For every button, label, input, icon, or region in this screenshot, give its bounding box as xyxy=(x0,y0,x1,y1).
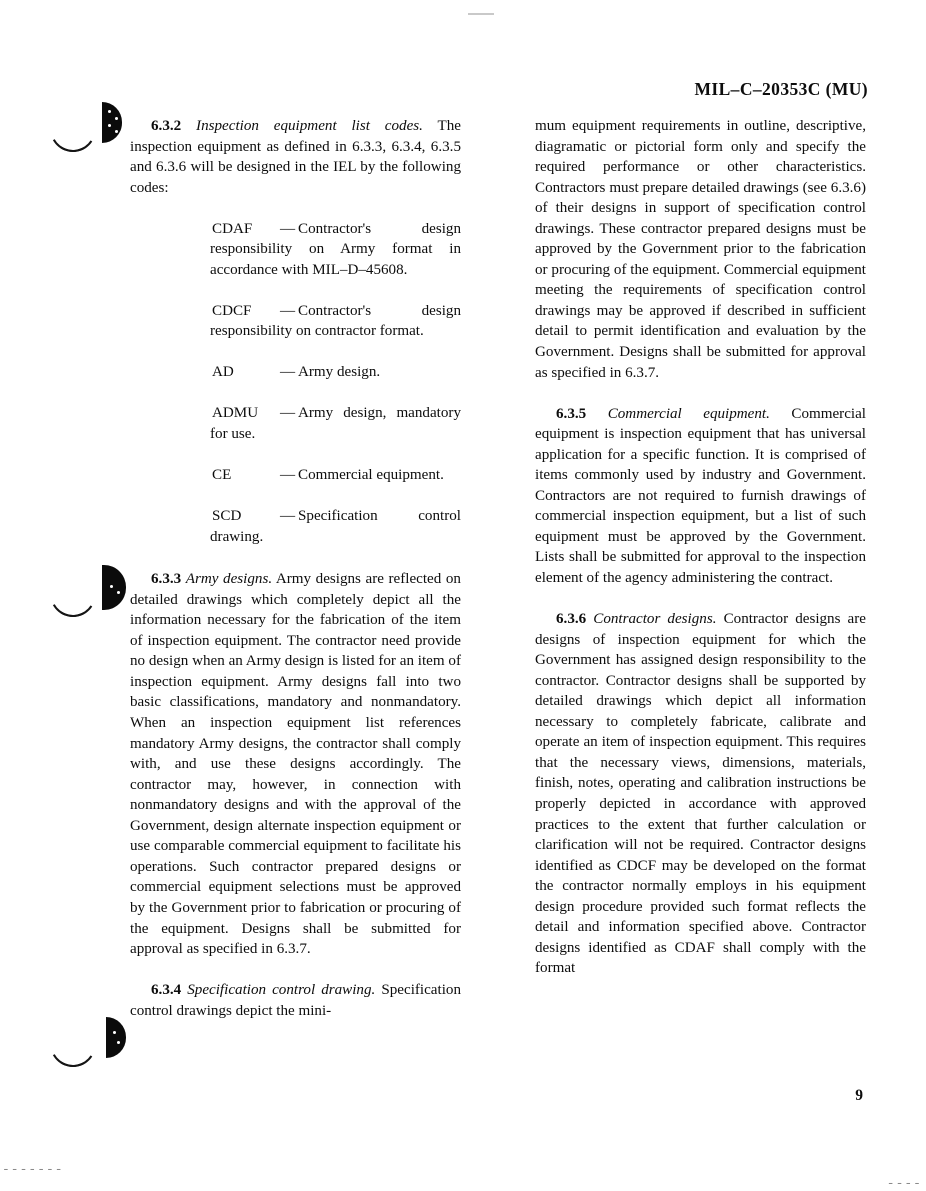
section-body-6-3-4: Specification control drawings depict the mini- xyxy=(130,982,461,1019)
punch-hole-arc-icon xyxy=(46,102,101,157)
paragraph-6-3-3 xyxy=(130,569,461,959)
paragraph-6-3-2 xyxy=(130,116,461,198)
code-dash: — xyxy=(280,405,296,422)
code-list-item-admu xyxy=(130,403,461,444)
section-body-6-3-2: The inspection equipment as defined in 6.3.3, 6.3.4, 6.3.5 and 6.3.6 will be designed in the IEL by the following codes: xyxy=(130,118,461,196)
paragraph-6-3-5 xyxy=(535,404,866,589)
two-column-body xyxy=(130,116,866,1076)
right-column xyxy=(535,116,866,979)
code-dash: — xyxy=(280,364,296,381)
scan-speck-top xyxy=(468,13,494,15)
punch-hole-arc-icon xyxy=(46,567,101,622)
code-definition-ce: Commercial equipment. xyxy=(298,467,444,484)
section-title-6-3-6: Contractor designs. xyxy=(593,611,717,628)
section-body-6-3-5: Commercial equipment is inspection equipment that has universal application for a specific function. It is comprised of items commonly used by industry and Government. Contractors are not required to furnish drawings of commercial inspection equipment, but a list of such equipment must be approved by the Government. Lists shall be submitted for approval to the inspection element of the agency administering the contract. xyxy=(535,405,866,586)
paragraph-6-3-4 xyxy=(130,980,461,1021)
punch-hole-mark-bottom xyxy=(28,1015,132,1077)
code-term-cdaf: CDAF xyxy=(212,220,253,237)
punch-hole-mark-middle xyxy=(28,565,132,627)
code-list-item-cdcf xyxy=(130,301,461,342)
scan-edge-smudge-right: ---- xyxy=(886,1176,922,1191)
code-list-item-ad xyxy=(130,362,461,383)
punch-hole-arc-icon xyxy=(46,1017,101,1072)
section-title-6-3-3: Army designs. xyxy=(185,571,273,588)
code-definition-admu: Army design, mandatory for use. xyxy=(210,405,461,443)
section-title-6-3-5: Commercial equipment. xyxy=(607,405,770,422)
code-term-cdcf: CDCF xyxy=(212,302,252,319)
code-term-scd: SCD xyxy=(212,508,242,525)
code-dash: — xyxy=(280,302,296,319)
punch-hole-disc-icon xyxy=(106,1017,126,1058)
code-list-item-cdaf xyxy=(130,219,461,281)
section-body-6-3-6: Contractor designs are designs of inspection equipment for which the Government has assigned design responsibility to the contractor. Contractor designs shall be supported by detailed drawings which depict all information necessary to completely fabricate, calibrate and operate an item of inspection equipment. This requires that the necessary views, dimensions, materials, finish, notes, operating and calibration instructions be properly depicted in accordance with approved practices to the extent that further calculation or clarification will not be required. Contractor designs identified as CDCF may be developed on the format the contractor normally employs in his equipment design procedure provided such format reflects the detail and information specified above. Contractor designs identified as CDAF shall comply with the format xyxy=(535,611,866,977)
code-term-admu: ADMU xyxy=(212,405,259,422)
section-number-6-3-6: 6.3.6 xyxy=(556,611,587,628)
paragraph-6-3-6 xyxy=(535,609,866,979)
code-definition-ad: Army design. xyxy=(298,364,381,381)
code-dash: — xyxy=(280,220,296,237)
section-body-6-3-3: Army designs are reflected on detailed drawings which completely depict all the information necessary for the fabrication of the item of inspection equipment. The contractor need provide no design when an Army design is listed for an item of inspection equipment. Army designs fall into two basic classifications, mandatory and nonmandatory. When an inspection equipment list references mandatory Army designs, the contractor shall comply with, and use these designs accordingly. The contractor may, however, in connection with nonmandatory designs and with the approval of the Government, design alternate inspection equipment or use comparable commercial equipment to facilitate his operations. Such contractor prepared designs or commercial equipment selections must be approved by the Government prior to fabrication or procuring of the equipment. Designs shall be submitted for approval as specified in 6.3.7. xyxy=(130,571,461,958)
code-term-ce: CE xyxy=(212,467,232,484)
section-number-6-3-3: 6.3.3 xyxy=(151,571,182,588)
left-column xyxy=(130,116,461,1021)
section-title-6-3-2: Inspection equipment list codes. xyxy=(196,118,423,134)
code-definition-cdcf: Contractor's design responsibility on contractor format. xyxy=(210,302,461,340)
page-number: 9 xyxy=(855,1087,863,1104)
section-number-6-3-5: 6.3.5 xyxy=(556,405,587,422)
section-body-6-3-4-continued: mum equipment requirements in outline, descriptive, diagramatic or pictorial form only and specify the required performance or other characteristics. Contractors must prepare detailed drawings (see 6.3.6) of their designs in support of specification control drawings. These contractor prepared designs must be approved by the Government prior to the fabrication or procuring of the equipment. Commercial equipment meeting the requirements of specification control drawings may be approved if described in sufficient detail to permit identification and evaluation by the Government. Designs shall be submitted for approval as specified in 6.3.7. xyxy=(535,118,866,381)
punch-hole-disc-icon xyxy=(102,565,126,610)
scan-edge-smudge-left: ------- xyxy=(2,1162,64,1177)
code-list-item-ce xyxy=(130,465,461,486)
code-dash: — xyxy=(280,467,296,484)
code-term-ad: AD xyxy=(212,364,234,381)
code-definition-scd: Specification control drawing. xyxy=(210,508,461,545)
running-head-specification-number: MIL–C–20353C (MU) xyxy=(694,79,868,99)
section-number-6-3-2: 6.3.2 xyxy=(151,118,182,134)
section-title-6-3-4: Specification control drawing. xyxy=(187,982,376,999)
code-dash: — xyxy=(280,508,296,525)
punch-hole-disc-icon xyxy=(102,102,122,143)
paragraph-6-3-4-continued xyxy=(535,116,866,383)
code-definition-cdaf: Contractor's design responsibility on Army format in accordance with MIL–D–45608. xyxy=(210,220,461,278)
section-number-6-3-4: 6.3.4 xyxy=(151,982,182,999)
iel-code-list xyxy=(130,219,461,548)
code-list-item-scd xyxy=(130,506,461,547)
punch-hole-mark-top xyxy=(28,100,132,162)
